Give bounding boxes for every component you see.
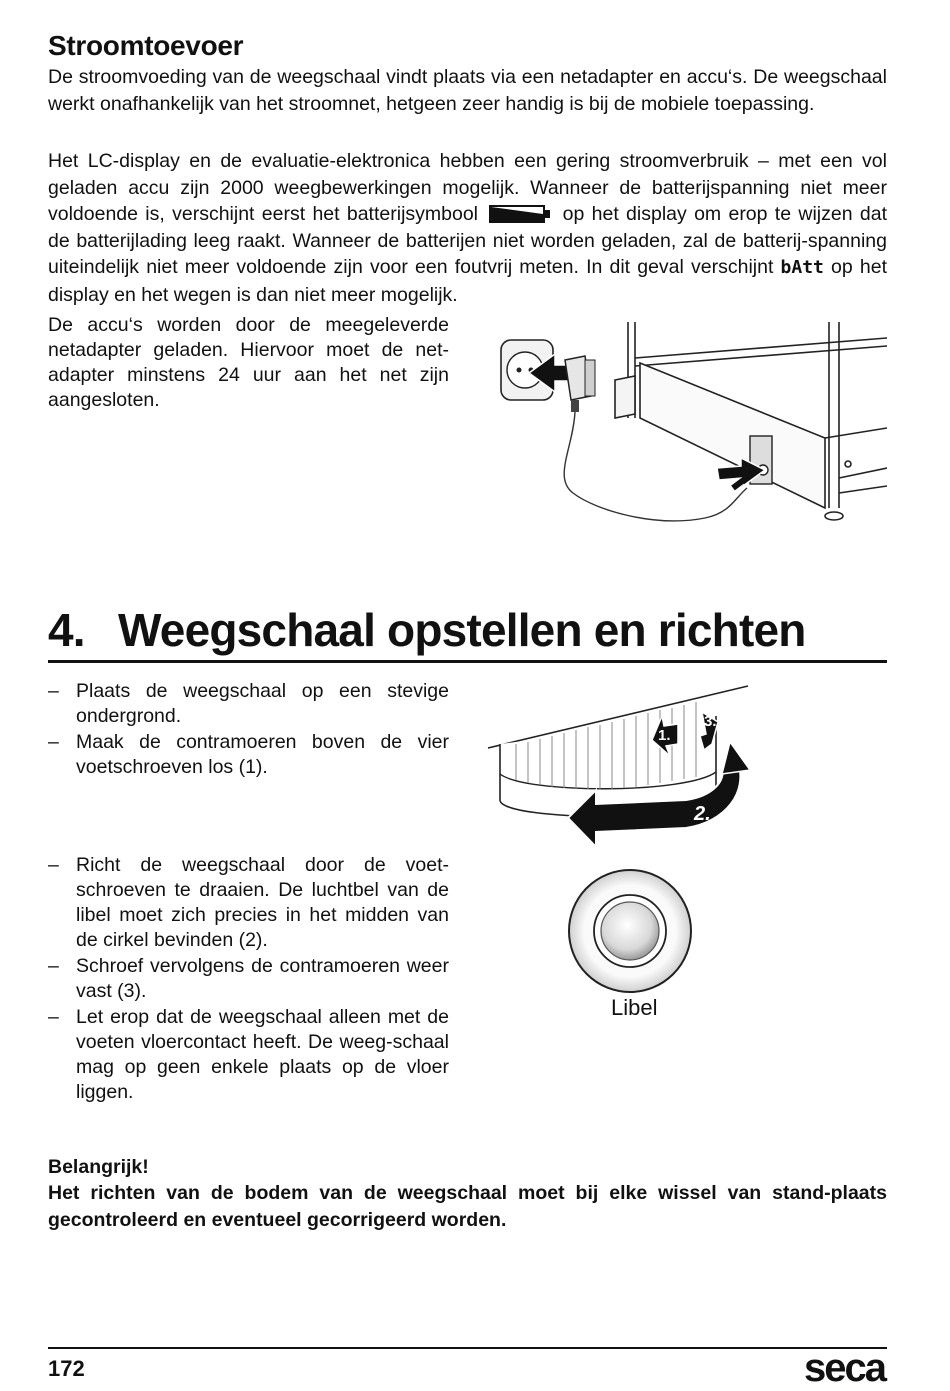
paragraph-charging: De accu‘s worden door de meegeleverde netadapter geladen. Hiervoor moet de net-adapter minstens 24 uur aan het net zijn aangesloten. [48,314,449,411]
libel-label: Libel [611,995,658,1020]
list-item: – Maak de contramoeren boven de vier voetschroeven los (1). [48,730,449,780]
chapter-number: 4. [48,604,85,656]
battery-low-icon [489,205,551,223]
important-heading: Belangrijk! [48,1156,149,1178]
lcd-batt-symbol: bAtt [780,257,824,278]
list-item: – Let erop dat de weegschaal alleen met de voeten vloercontact heeft. De weeg-schaal mag op geen enkele plaats op de vloer liggen. [48,1005,449,1105]
step-label-2: 2. [694,803,711,825]
step-label-1: 1. [658,727,671,744]
page-number: 172 [48,1356,85,1381]
footer-rule [48,1347,887,1349]
adapter-connection-illustration [495,318,887,528]
step-label-3: 3. [704,713,717,730]
important-text: Het richten van de bodem van de weegschaal moet bij elke wissel van stand-plaats gecontroleerd en eventueel gecorrigeerd worden. [48,1182,887,1231]
brand-logo: seca [804,1346,885,1390]
foot-screw-illustration [486,682,756,850]
section-title: Stroomtoevoer [48,30,244,61]
list-item: – Schroef vervolgens de contramoeren weer vast (3). [48,954,449,1004]
list-item: – Richt de weegschaal door de voet-schroeven te draaien. De luchtbel van de libel moet zich precies in het midden van de cirkel bevinden (2). [48,853,449,953]
battery-text-2: op het display om erop te wijzen dat de batterijlading leeg raakt. Wanneer de batterijen niet worden geladen, zal de batterij-spanning uiteindelijk niet meer voldoende zijn voor een foutvrij meten. In dit geval verschijnt [48,203,887,278]
spirit-level-icon [567,868,693,994]
power-adapter-icon [565,356,595,412]
list-item: – Plaats de weegschaal op een stevige ondergrond. [48,679,449,729]
battery-text-1: Het LC-display en de evaluatie-elektronica hebben een gering stroomverbruik – met een vol geladen accu zijn 2000 weegbewerkingen mogelijk. Wanneer de batterijspanning niet meer voldoende is, verschijnt eerst het batterijsymbool [48,150,887,225]
chapter-heading [48,604,806,656]
chapter-rule [48,660,887,663]
paragraph-power-supply: De stroomvoeding van de weegschaal vindt plaats via een netadapter en accu‘s. De weegschaal werkt onafhankelijk van het stroomnet, hetgeen zeer handig is bij de mobiele toepassing. [48,66,887,115]
paragraph-battery [48,148,887,308]
chapter-title: Weegschaal opstellen en richten [118,604,806,656]
scale-frame-icon [615,322,887,520]
battery-text-3: op het display en het wegen is dan niet meer mogelijk. [48,256,887,306]
steps-list-b [48,853,449,1105]
steps-list-a [48,679,449,780]
